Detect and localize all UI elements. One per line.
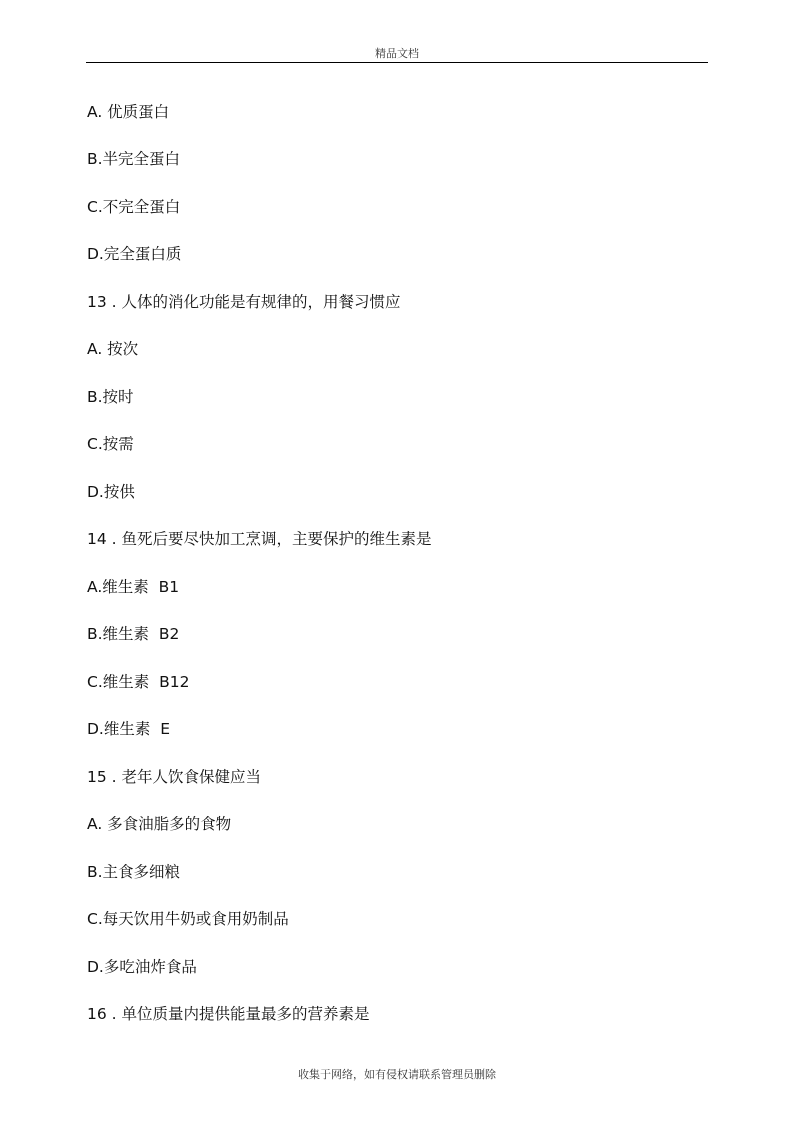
option-c-q13: C.按需 (87, 435, 134, 453)
option-a-q13: A. 按次 (87, 340, 139, 358)
option-b-q13: B.按时 (87, 388, 134, 406)
option-b-q12: B.半完全蛋白 (87, 150, 181, 168)
question-16: 16 . 单位质量内提供能量最多的营养素是 (87, 1005, 370, 1023)
option-a-q12: A. 优质蛋白 (87, 103, 170, 121)
option-c-q12: C.不完全蛋白 (87, 198, 181, 216)
page-footer: 收集于网络，如有侵权请联系管理员删除 (298, 1068, 496, 1081)
option-a-q14: A.维生素 B1 (87, 578, 180, 596)
option-c-q14: C.维生素 B12 (87, 673, 190, 691)
option-b-q14: B.维生素 B2 (87, 625, 180, 643)
page-header: 精品文档 (375, 47, 419, 60)
option-b-q15: B.主食多细粮 (87, 863, 181, 881)
option-d-q15: D.多吃油炸食品 (87, 958, 197, 976)
option-c-q15: C.每天饮用牛奶或食用奶制品 (87, 910, 289, 928)
option-a-q15: A. 多食油脂多的食物 (87, 815, 232, 833)
option-d-q13: D.按供 (87, 483, 135, 501)
header-divider (86, 62, 708, 63)
question-14: 14 . 鱼死后要尽快加工烹调，主要保护的维生素是 (87, 530, 432, 548)
option-d-q14: D.维生素 E (87, 720, 171, 738)
question-15: 15 . 老年人饮食保健应当 (87, 768, 262, 786)
option-d-q12: D.完全蛋白质 (87, 245, 182, 263)
question-13: 13 . 人体的消化功能是有规律的，用餐习惯应 (87, 293, 401, 311)
